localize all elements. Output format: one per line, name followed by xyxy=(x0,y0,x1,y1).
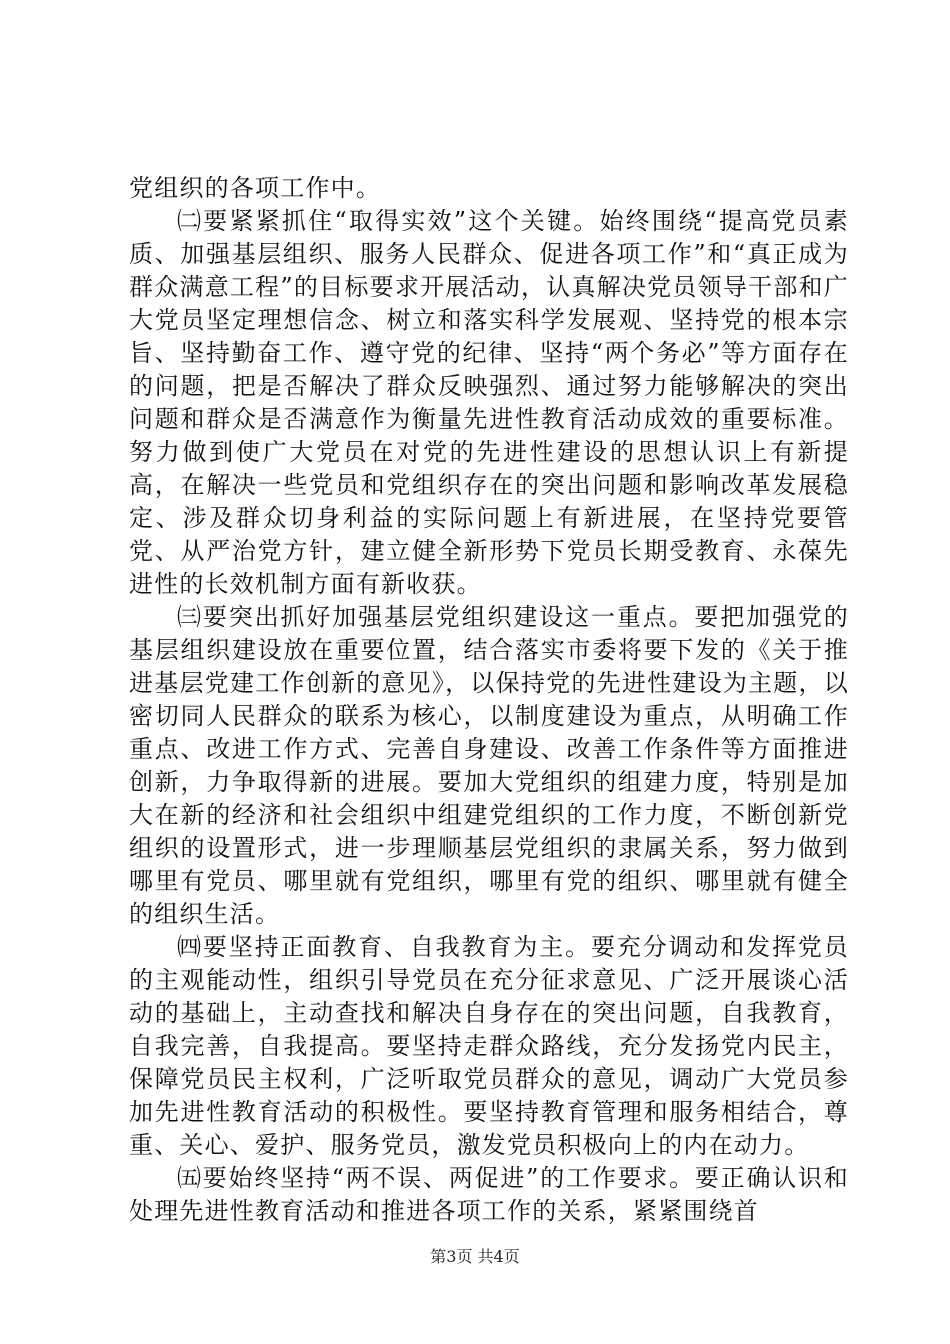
paragraph-section-5: ㈤要始终坚持“两不误、两促进”的工作要求。要正确认识和处理先进性教育活动和推进各项工作的关系，紧紧围绕首 xyxy=(129,1164,849,1225)
paragraph-section-4: ㈣要坚持正面教育、自我教育为主。要充分调动和发挥党员的主观能动性，组织引导党员在充分征求意见、广泛开展谈心活动的基础上，主动查找和解决自身存在的突出问题，自我教育，自我完善，自我提高。要坚持走群众路线，充分发扬党内民主，保障党员民主权利，广泛听取党员群众的意见，调动广大党员参加先进性教育活动的积极性。要坚持教育管理和服务相结合，尊重、关心、爱护、服务党员，激发党员积极向上的内在动力。 xyxy=(129,933,849,1159)
paragraph-continuation: 党组织的各项工作中。 xyxy=(129,174,381,202)
paragraph-section-2: ㈡要紧紧抓住“取得实效”这个关键。始终围绕“提高党员素质、加强基层组织、服务人民群众、促进各项工作”和“真正成为群众满意工程”的目标要求开展活动，认真解决党员领导干部和广大党员坚定理想信念、树立和落实科学发展观、坚持党的根本宗旨、坚持勤奋工作、遵守党的纪律、坚持“两个务必”等方面存在的问题，把是否解决了群众反映强烈、通过努力能够解决的突出问题和群众是否满意作为衡量先进性教育活动成效的重要标准。努力做到使广大党员在对党的先进性建设的思想认识上有新提高，在解决一些党员和党组织存在的突出问题和影响改革发展稳定、涉及群众切身利益的实际问题上有新进展，在坚持党要管党、从严治党方针，建立健全新形势下党员长期受教育、永葆先进性的长效机制方面有新收获。 xyxy=(129,207,849,598)
page-number-footer: 第3页 共4页 xyxy=(430,1247,520,1266)
document-body xyxy=(129,172,849,1228)
paragraph-section-3: ㈢要突出抓好加强基层党组织建设这一重点。要把加强党的基层组织建设放在重要位置，结合落实市委将要下发的《关于推进基层党建工作创新的意见》，以保持党的先进性建设为主题，以密切同人民群众的联系为核心，以制度建设为重点，从明确工作重点、改进工作方式、完善自身建设、改善工作条件等方面推进创新，力争取得新的进展。要加大党组织的组建力度，特别是加大在新的经济和社会组织中组建党组织的工作力度，不断创新党组织的设置形式，进一步理顺基层党组织的隶属关系，努力做到哪里有党员、哪里就有党组织，哪里有党的组织、哪里就有健全的组织生活。 xyxy=(129,603,849,928)
